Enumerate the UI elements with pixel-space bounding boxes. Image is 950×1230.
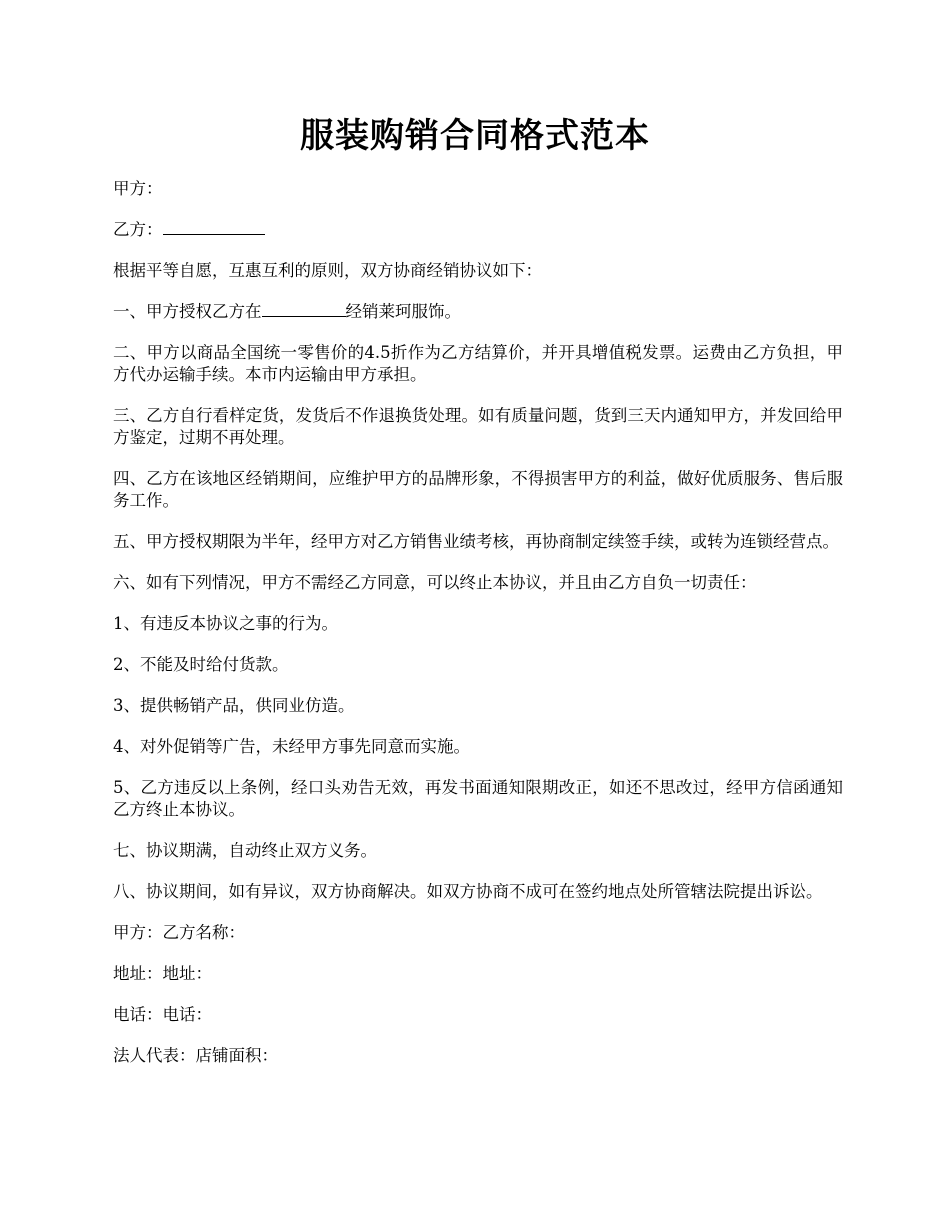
clause-5: 五、甲方授权期限为半年，经甲方对乙方销售业绩考核，再协商制定续签手续，或转为连锁经营点。 <box>113 532 839 551</box>
clause-1-after: 经销莱珂服饰。 <box>345 302 461 321</box>
clause-6-item-5: 5、乙方违反以上条例，经口头劝告无效，再发书面通知限期改正，如还不思改过，经甲方信函通知乙方终止本协议。 <box>113 778 843 819</box>
signature-phone: 电话：电话： <box>113 1005 212 1024</box>
clause-6: 六、如有下列情况，甲方不需经乙方同意，可以终止本协议，并且由乙方自负一切责任： <box>113 573 757 592</box>
party-b-label: 乙方： <box>113 220 163 239</box>
signature-party: 甲方：乙方名称： <box>113 923 245 942</box>
clause-1-before: 一、甲方授权乙方在 <box>113 302 262 321</box>
clause-6-item-2: 2、不能及时给付货款。 <box>113 655 289 674</box>
clause-1 <box>113 301 843 323</box>
clause-6-item-3: 3、提供畅销产品，供同业仿造。 <box>113 696 355 715</box>
clause-3: 三、乙方自行看样定货，发货后不作退换货处理。如有质量问题，货到三天内通知甲方，并发回给甲方鉴定，过期不再处理。 <box>113 406 843 447</box>
document-body <box>113 178 843 1086</box>
clause-4: 四、乙方在该地区经销期间，应维护甲方的品牌形象，不得损害甲方的利益，做好优质服务、售后服务工作。 <box>113 469 843 510</box>
clause-8: 八、协议期间，如有异议，双方协商解决。如双方协商不成可在签约地点处所管辖法院提出诉讼。 <box>113 882 823 901</box>
signature-address: 地址：地址： <box>113 964 212 983</box>
clause-2: 二、甲方以商品全国统一零售价的4.5折作为乙方结算价，并开具增值税发票。运费由乙方负担，甲方代办运输手续。本市内运输由甲方承担。 <box>113 343 843 384</box>
party-a-line <box>113 178 843 200</box>
clause-6-item-1: 1、有违反本协议之事的行为。 <box>113 614 338 633</box>
intro-paragraph: 根据平等自愿，互惠互利的原则，双方协商经销协议如下： <box>113 261 542 280</box>
signature-representative: 法人代表：店铺面积： <box>113 1046 278 1065</box>
region-blank <box>262 302 346 317</box>
party-b-blank <box>163 220 265 235</box>
clause-7: 七、协议期满，自动终止双方义务。 <box>113 841 377 860</box>
clause-6-item-4: 4、对外促销等广告，未经甲方事先同意而实施。 <box>113 737 470 756</box>
document-title: 服装购销合同格式范本 <box>300 116 650 156</box>
party-b-line <box>113 219 843 241</box>
party-a-label: 甲方： <box>113 179 163 198</box>
